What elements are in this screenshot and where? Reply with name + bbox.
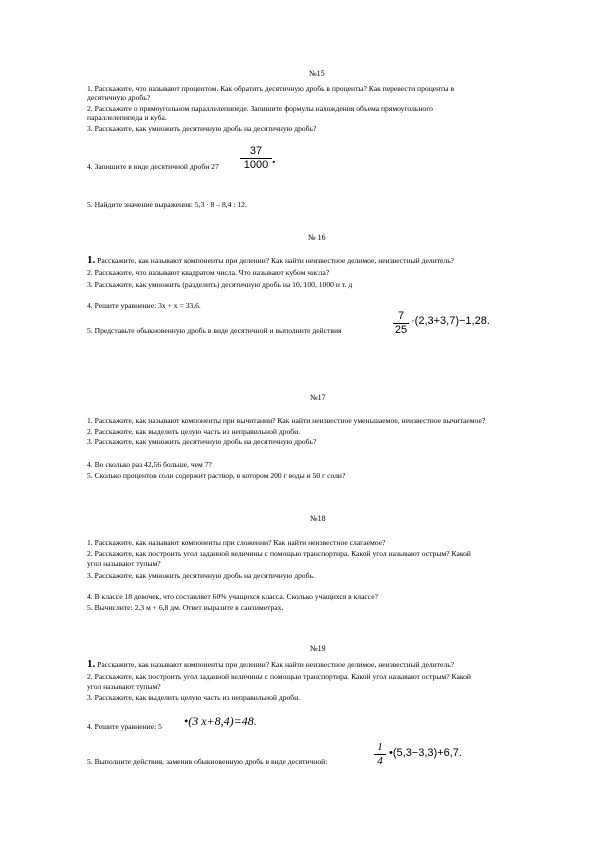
s19-line-1: [87, 659, 454, 670]
s16-line-4: 4. Решите уравнение: 3x + x = 33,6.: [87, 301, 201, 310]
s16-line-5: 5. Представьте обыкновенную дробь в виде десятичной и выполните действия: [87, 326, 342, 335]
section-17-title: №17: [310, 393, 326, 402]
section-15-title: №15: [309, 69, 325, 78]
s17-line-2: 2. Расскажите, как выделить целую часть из неправильной дроби.: [87, 427, 301, 436]
s15-fraction-dot: .: [272, 152, 276, 167]
s18-line-3: 3. Расскажите, как умножить десятичную дробь на десятичную дробь.: [87, 571, 315, 580]
s15-fraction-numerator: 37: [249, 145, 263, 157]
s17-line-3: 3. Расскажите, как умножить десятичную дробь на десятичную дробь?: [87, 437, 317, 446]
s15-fraction-denominator: 1000: [243, 159, 269, 171]
s16-fraction-denominator: 25: [394, 324, 408, 336]
s16-line-3: 3. Расскажите, как умножить (разделить) десятичную дробь на 10, 100, 1000 и т. д: [87, 280, 353, 289]
s18-line-1: 1. Расскажите, как называют компоненты при сложении? Как найти неизвестное слагаемое?: [87, 538, 386, 547]
section-18-title: №18: [310, 514, 326, 523]
s19-line-1-number: 1.: [87, 658, 96, 670]
s19-equation: •(3 x+8,4)=48.: [184, 714, 257, 728]
s16-line-1-text: Расскажите, как называют компоненты при делении? Как найти неизвестное делимое, неизвестный делитель?: [95, 256, 455, 265]
s15-line-5: 5. Найдите значение выражения: 5,3 · 8 – 8,4 : 12.: [87, 200, 247, 209]
section-16-title: № 16: [308, 233, 326, 242]
s16-fraction-numerator: 7: [397, 310, 405, 322]
s19-fraction-numerator: 1: [377, 741, 383, 753]
s15-line-3: 3. Расскажите, как умножить десятичную дробь на десятичную дробь?: [87, 124, 317, 133]
s15-fraction: [240, 145, 272, 172]
s16-line-2: 2. Расскажите, что называют квадратом числа. Что называют кубом числа?: [87, 268, 330, 277]
s15-line-4: 4. Запишите в виде десятичной дроби 27: [87, 162, 219, 171]
s15-line-1b: десятичную дробь?: [87, 93, 151, 102]
s19-line-3: 3. Расскажите, как выделить целую часть из неправильной дроби.: [87, 693, 301, 702]
s19-expression: •(5,3−3,3)+6,7.: [389, 747, 462, 759]
s18-line-2: 2. Расскажите, как построить угол заданной величины с помощью транспортира. Какой угол называют острым? Какой: [87, 549, 471, 558]
s17-line-1: 1. Расскажите, как называют компоненты при вычитании? Как найти неизвестное уменьшаемое, неизвестное вычитаемое?: [87, 416, 486, 425]
s19-line-2: 2. Расскажите, как построить угол заданной величины с помощью транспортира. Какой угол называют острым? Какой: [87, 672, 471, 681]
s16-line-1: [87, 255, 454, 266]
s19-fraction-denominator: 4: [377, 755, 383, 767]
s19-line-1-text: Расскажите, как называют компоненты при делении? Как найти неизвестное делимое, неизвестный делитель?: [95, 660, 455, 669]
section-19-title: №19: [310, 644, 326, 653]
s15-line-2b: параллелепипеда и куба.: [87, 113, 167, 122]
s18-line-5: 5. Вычислите: 2,3 м + 6,8 дм. Ответ выразите в сантиметрах.: [87, 603, 284, 612]
s19-line-4: 4. Решите уравнение: 5: [87, 722, 162, 731]
s16-fraction: [393, 310, 409, 337]
s18-line-4: 4. В классе 18 девочек, что составляет 60% учащихся класса. Сколько учащихся в классе?: [87, 592, 379, 601]
s15-line-2: 2. Расскажите о прямоугольном параллелепипеде. Запишите формулы нахождения объема прямоугольного: [87, 104, 433, 113]
s16-line-1-number: 1.: [87, 254, 96, 266]
s19-line-5: 5. Выполните действия, заменив обыкновенную дробь в виде десятичной:: [87, 757, 328, 766]
s19-line-2b: угол называют тупым?: [87, 682, 161, 691]
s19-fraction: [374, 741, 386, 768]
s16-expression: ·(2,3+3,7)−1,28.: [411, 315, 490, 327]
s17-line-4: 4. Во сколько раз 42,56 больше, чем 7?: [87, 460, 212, 469]
s18-line-2b: угол называют тупым?: [87, 559, 161, 568]
s15-line-1: 1. Расскажите, что называют процентом. Как обратить десятичную дробь в проценты? Как перевести проценты в: [87, 84, 455, 93]
s17-line-5: 5. Сколько процентов соли содержит раствор, в котором 200 г воды и 50 г соли?: [87, 471, 346, 480]
